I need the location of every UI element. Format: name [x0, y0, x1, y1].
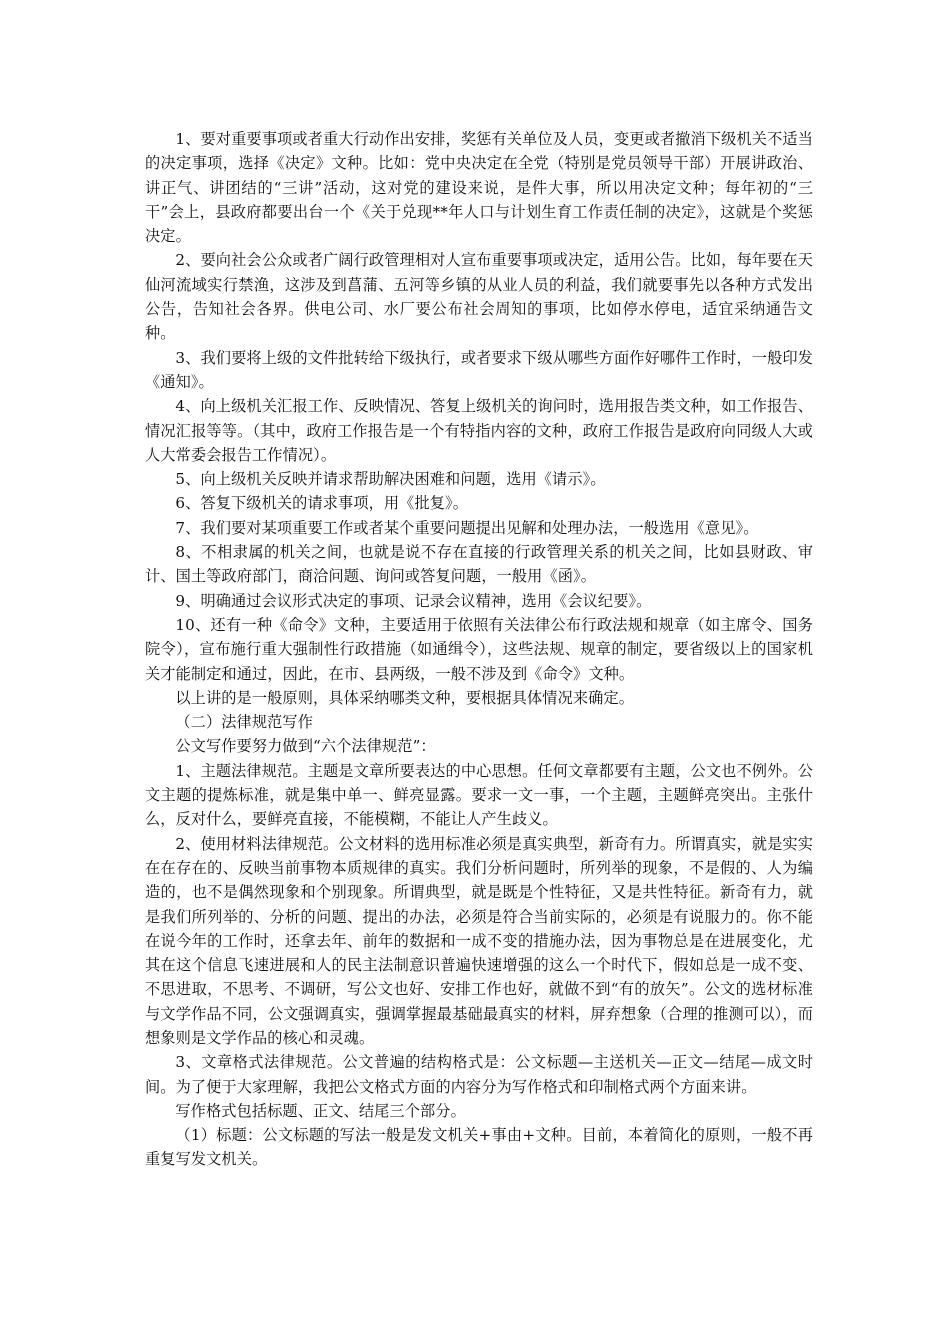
paragraph-item-6-reply: 6、答复下级机关的请求事项，用《批复》。 — [175, 494, 469, 513]
section-heading-legal-writing: （二）法律规范写作 — [175, 713, 313, 732]
paragraph-item-8-letter: 8、不相隶属的机关之间，也就是说不存在直接的行政管理关系的机关之间，比如县财政、审计、国土等政府部门，商洽问题、询问或答复问题，一般用《函》。 — [145, 543, 813, 586]
paragraph-norm-1-theme: 1、主题法律规范。主题是文章所要表达的中心思想。任何文章都要有主题，公文也不例外。公文主题的提炼标准，就是集中单一、鲜亮显露。要求一文一事，一个主题，主题鲜亮突出。主张什么，反对什么，要鲜亮直接，不能模糊，不能让人产生歧义。 — [145, 761, 813, 829]
paragraph-item-4-report: 4、向上级机关汇报工作、反映情况、答复上级机关的询问时，选用报告类文种，如工作报告、情况汇报等等。（其中，政府工作报告是一个有特指内容的文种，政府工作报告是政府向同级人大或人大常委会报告工作情况）。 — [145, 397, 813, 464]
paragraph-item-10-order: 10、还有一种《命令》文种，主要适用于依照有关法律公布行政法规和规章（如主席令、国务院令），宣布施行重大强制性行政措施（如通缉令），这些法规、规章的制定，要省级以上的国家机关才能制定和通过，因此，在市、县两级，一般不涉及到《命令》文种。 — [145, 615, 813, 683]
paragraph-norm-3-format: 3、文章格式法律规范。公文普遍的结构格式是：公文标题—主送机关—正文—结尾—成文时间。为了便于大家理解，我把公文格式方面的内容分为写作格式和印制格式两个方面来讲。 — [145, 1053, 813, 1096]
document-body — [145, 127, 813, 1172]
paragraph-item-1-decision: 1、要对重要事项或者重大行动作出安排，奖惩有关单位及人员，变更或者撤消下级机关不适当的决定事项，选择《决定》文种。比如：党中央决定在全党（特别是党员领导干部）开展讲政治、讲正气、讲团结的“三讲”活动，这对党的建设来说，是件大事，所以用决定文种；每年初的“三干”会上，县政府都要出台一个《关于兑现**年人口与计划生育工作责任制的决定》，这就是个奖惩决定。 — [145, 130, 813, 246]
paragraph-writing-format-parts: 写作格式包括标题、正文、结尾三个部分。 — [175, 1101, 466, 1120]
paragraph-title-format: （1）标题：公文标题的写法一般是发文机关+事由+文种。目前，本着简化的原则，一般不再重复写发文机关。 — [145, 1126, 813, 1169]
paragraph-general-principle: 以上讲的是一般原则，具体采纳哪类文种，要根据具体情况来确定。 — [175, 688, 635, 707]
paragraph-item-3-notice: 3、我们要将上级的文件批转给下级执行，或者要求下级从哪些方面作好哪件工作时，一般印发《通知》。 — [145, 348, 813, 391]
paragraph-six-norms-intro: 公文写作要努力做到“六个法律规范”： — [175, 737, 436, 756]
paragraph-norm-2-materials: 2、使用材料法律规范。公文材料的选用标准必须是真实典型，新奇有力。所谓真实，就是实实在在存在的、反映当前事物本质规律的真实。我们分析问题时，所列举的现象，不是假的、人为编造的，也不是偶然现象和个别现象。所谓典型，就是既是个性特征，又是共性特征。新奇有力，就是我们所列举的、分析的问题、提出的办法，必须是符合当前实际的，必须是有说服力的。你不能在说今年的工作时，还拿去年、前年的数据和一成不变的措施办法，因为事物总是在进展变化，尤其在这个信息飞速进展和人的民主法制意识普遍快速增强的这么一个时代下，假如总是一成不变、不思进取，不思考、不调研，写公文也好、安排工作也好，就做不到“有的放矢”。公文的选材标准与文学作品不同，公文强调真实，强调掌握最基础最真实的材料，屏弃想象（合理的推测可以），而想象则是文学作品的核心和灵魂。 — [145, 834, 813, 1047]
paragraph-item-2-announcement: 2、要向社会公众或者广阔行政管理相对人宣布重要事项或决定，适用公告。比如，每年要在天仙河流域实行禁渔，这涉及到菖蒲、五河等乡镇的从业人员的利益，我们就要事先以各种方式发出公告，告知社会各界。供电公司、水厂要公布社会周知的事项，比如停水停电，适宜采纳通告文种。 — [145, 251, 813, 343]
paragraph-item-5-request: 5、向上级机关反映并请求帮助解决困难和问题，选用《请示》。 — [175, 470, 606, 489]
paragraph-item-7-opinion: 7、我们要对某项重要工作或者某个重要问题提出见解和处理办法，一般选用《意见》。 — [175, 518, 759, 537]
paragraph-item-9-minutes: 9、明确通过会议形式决定的事项、记录会议精神，选用《会议纪要》。 — [175, 591, 652, 610]
